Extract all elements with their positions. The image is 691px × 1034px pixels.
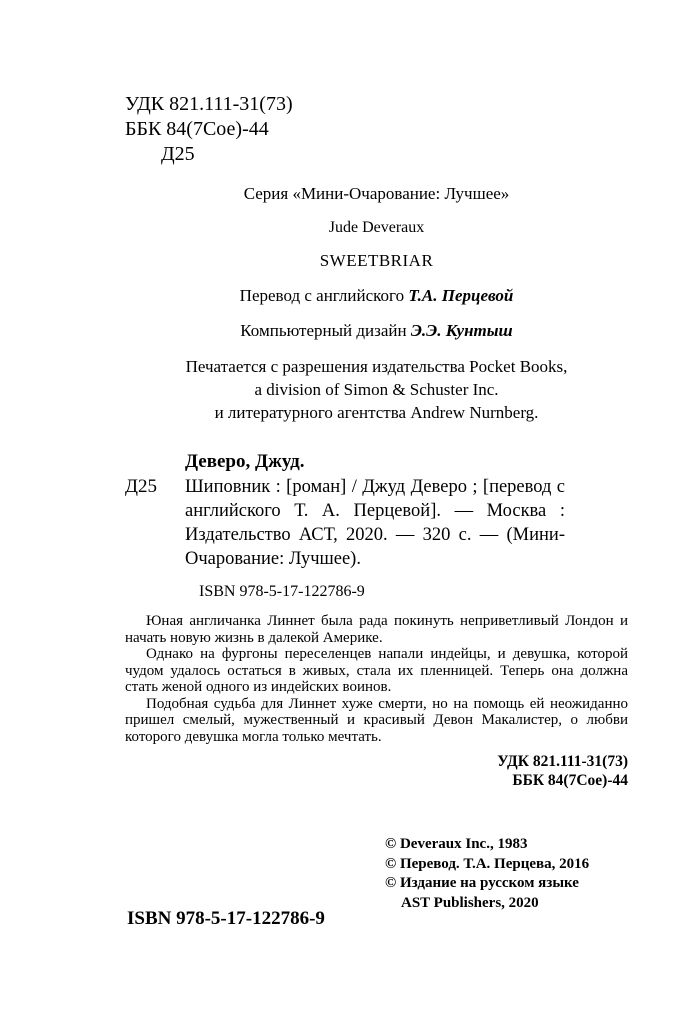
- codes-right-block: [125, 752, 628, 790]
- copyright-block: [385, 835, 628, 913]
- catalog-author: Деверо, Джуд.: [185, 451, 305, 472]
- udk-code-right: УДК 821.111-31(73): [497, 753, 628, 770]
- design-credit: [125, 321, 628, 341]
- bottom-isbn: ISBN 978-5-17-122786-9: [127, 908, 325, 929]
- annotation-paragraph-1: Юная англичанка Линнет была рада покинуть неприветливый Лондон и начать новую жизнь в далекой Америке.: [125, 613, 628, 646]
- catalog-code: Д25: [125, 476, 157, 497]
- series-line: Серия «Мини-Очарование: Лучшее»: [243, 184, 510, 203]
- catalog-card: [125, 475, 628, 571]
- translation-credit: [125, 286, 628, 306]
- design-label: Компьютерный дизайн: [240, 321, 411, 340]
- author-sign-code: Д25: [161, 143, 195, 165]
- udk-code: УДК 821.111-31(73): [125, 93, 293, 115]
- permission-notice: [125, 355, 628, 424]
- original-author: Jude Deveraux: [328, 219, 425, 236]
- catalog-entry: Шиповник : [роман] / Джуд Деверо ; [перевод с английского Т. А. Перцевой]. — Москва : Издательство АСТ, 2020. — 320 с. — (Мини-Очарование: Лучшее).: [185, 477, 565, 569]
- translation-label: Перевод с английского: [239, 286, 409, 305]
- bbk-code-right: ББК 84(7Сое)-44: [512, 772, 628, 789]
- top-codes-block: [125, 92, 628, 167]
- title-block: [125, 184, 628, 424]
- isbn-line: ISBN 978-5-17-122786-9: [199, 583, 365, 600]
- copyright-line-2: © Перевод. Т.А. Перцева, 2016: [385, 855, 590, 872]
- permission-line-1: Печатается с разрешения издательства Pocket Books,: [185, 357, 568, 376]
- translator-name: Т.А. Перцевой: [408, 286, 514, 305]
- bbk-code: ББК 84(7Сое)-44: [125, 118, 269, 140]
- permission-line-2: a division of Simon & Schuster Inc.: [254, 380, 499, 399]
- copyright-line-4: AST Publishers, 2020: [401, 894, 539, 911]
- annotation-paragraph-2: Однако на фургоны переселенцев напали индейцы, и девушка, которой чудом удалось остаться в живых, стала их пленницей. Теперь она должна стать женой одного из индейских воинов.: [125, 646, 628, 695]
- copyright-line-1: © Deveraux Inc., 1983: [385, 836, 528, 852]
- annotation-block: [125, 613, 628, 745]
- original-title: SWEETBRIAR: [319, 251, 434, 270]
- designer-name: Э.Э. Кунтыш: [410, 321, 513, 340]
- annotation-paragraph-3: Подобная судьба для Линнет хуже смерти, но на помощь ей неожиданно пришел смелый, мужественный и красивый Девон Макалистер, о любви которого девушка могла только мечтать.: [125, 695, 628, 745]
- permission-line-3: и литературного агентства Andrew Nurnberg.: [214, 403, 539, 422]
- copyright-line-3: © Издание на русском языке: [385, 875, 579, 891]
